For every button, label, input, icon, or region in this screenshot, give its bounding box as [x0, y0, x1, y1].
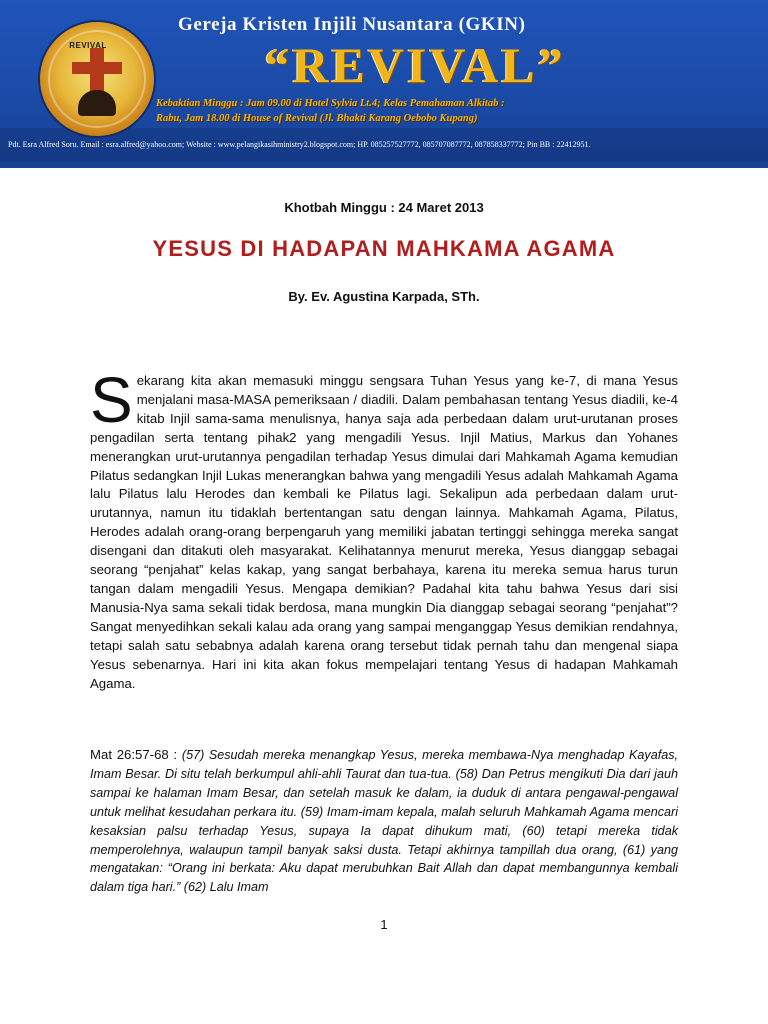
logo-cross-horizontal: [72, 62, 122, 74]
contact-info: Pdt. Esra Alfred Soru. Email : esra.alfred@yahoo.com; Website : www.pelangikasihministry2.blogspot.com; HP. 085257527772, 085707087772, 087858337772; Pin BB : 22412951.: [8, 140, 591, 149]
church-logo-icon: [40, 22, 154, 136]
sermon-date: Khotbah Minggu : 24 Maret 2013: [284, 200, 484, 215]
schedule-line-2: Rabu, Jam 18.00 di House of Revival (Jl. Bhakti Karang Oebobo Kupang): [156, 113, 478, 124]
logo-figure: [78, 90, 116, 116]
intro-paragraph: [90, 364, 678, 693]
sermon-title: YESUS DI HADAPAN MAHKAMA AGAMA: [152, 236, 616, 261]
service-schedule: [156, 96, 696, 126]
sermon-author: By. Ev. Agustina Karpada, STh.: [288, 289, 480, 304]
header-banner: [0, 0, 768, 168]
scripture-passage: [90, 746, 678, 897]
logo-text: REVIVAL: [69, 41, 107, 50]
church-name: Gereja Kristen Injili Nusantara (GKIN): [178, 14, 526, 35]
scripture-text: (57) Sesudah mereka menangkap Yesus, mereka membawa-Nya menghadap Kayafas, Imam Besar. Di situ telah berkumpul ahli-ahli Taurat dan tua-tua. (58) Dan Petrus mengikuti Dia dari jauh sampai ke halaman Imam Besar, dan setelah masuk ke dalam, ia duduk di antara pengawal-pengawal untuk melihat kesudahan perkara itu. (59) Imam-imam kepala, malah seluruh Mahkamah Agama mencari kesaksian palsu terhadap Yesus, supaya Ia dapat dihukum mati, (60) tetapi mereka tidak memperolehnya, walaupun tampil banyak saksi dusta. Tetapi akhirnya tampillah dua orang, (61) yang mengatakan: “Orang ini berkata: Aku dapat merubuhkan Bait Allah dan dapat membangunnya kembali dalam tiga hari.” (62) Lalu Imam: [90, 748, 679, 895]
drop-cap: S: [90, 364, 133, 436]
page-number: 1: [380, 917, 388, 932]
schedule-line-1: Kebaktian Minggu : Jam 09.00 di Hotel Sylvia Lt.4; Kelas Pemahaman Alkitab :: [156, 98, 505, 109]
scripture-reference: Mat 26:57-68 :: [90, 747, 182, 762]
intro-paragraph-text: ekarang kita akan memasuki minggu sengsara Tuhan Yesus yang ke-7, di mana Yesus menjalani masa-MASA pemeriksaan / diadili. Dalam pembahasan tentang Yesus diadili, ke-4 kitab Injil sama-sama menulisnya, hanya saja ada perbedaan dalam urut-urutanan proses pengadilan serta tentang pihak2 yang mengadili Yesus. Injil Matius, Markus dan Yohanes menerangkan urut-urutannya pengadilan terhadap Yesus dimulai dari Mahkamah Agama kemudian Pilatus sedangkan Injil Lukas menerangkan bahwa yang mengadili Yesus adalah Mahkamah Agama lalu Pilatus lalu Herodes dan kembali ke Pilatus lagi. Sekalipun ada perbedaan dalam urut-urutannya, namun itu tidaklah bertentangan satu dengan lainnya. Mahkamah Agama, Pilatus, Herodes adalah orang-orang berpengaruh yang memiliki jabatan tertinggi sehingga mereka sangat disengani dan ditakuti oleh masyarakat. Kelihatannya menurut mereka, Yesus dianggap sebagai seorang “penjahat” kelas kakap, yang sangat berbahaya, karena itu mereka semua harus turun tangan dalam mengadili Yesus. Mengapa demikian? Padahal kita tahu bahwa Yesus dari sisi Manusia-Nya sama sekali tidak berdosa, mana mungkin Dia dianggap sebagai seorang “penjahat”? Sangat menyedihkan sekali kalau ada orang yang sampai menganggap Yesus demikian rendahnya, tetapi salah satu sebabnya adalah karena orang tersebut tidak pernah tahu dan mengenal siapa Yesus sebenarnya. Hari ini kita akan fokus mempelajari tentang Yesus di hadapan Mahkamah Agama.: [90, 373, 678, 691]
ministry-name: “REVIVAL”: [264, 37, 566, 93]
